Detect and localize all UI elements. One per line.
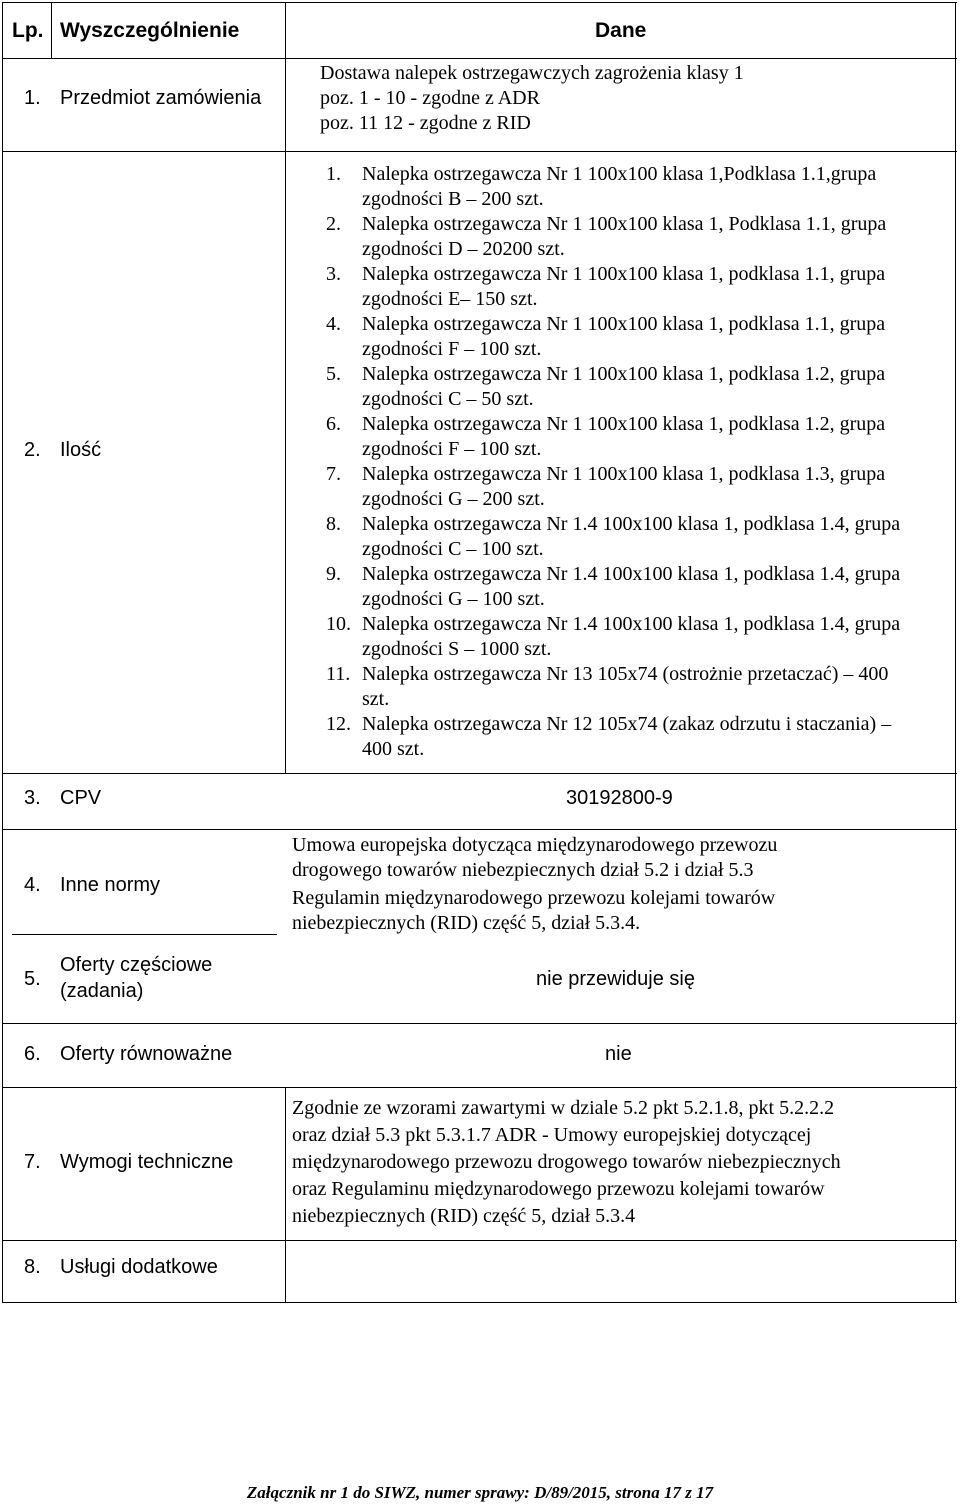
table-rule <box>2 2 3 1302</box>
row7-line: oraz dział 5.3 pkt 5.3.1.7 ADR - Umowy europejskiej dotyczącej <box>292 1124 812 1146</box>
header-lp: Lp. <box>12 19 44 42</box>
row4-line: drogowego towarów niebezpiecznych dział 5.2 i dział 5.3 <box>292 859 754 881</box>
item-line: Nalepka ostrzegawcza Nr 1 100x100 klasa 1,Podklasa 1.1,grupa <box>362 163 877 185</box>
item-line: Nalepka ostrzegawcza Nr 12 105x74 (zakaz odrzutu i staczania) – <box>362 713 892 735</box>
item-line: Nalepka ostrzegawcza Nr 1 100x100 klasa 1, podklasa 1.2, grupa <box>362 413 886 435</box>
item-number: 1. <box>326 163 341 185</box>
item-line: zgodności C – 100 szt. <box>362 538 544 560</box>
row7-line: Zgodnie ze wzorami zawartymi w dziale 5.2 pkt 5.2.1.8, pkt 5.2.2.2 <box>292 1097 835 1119</box>
table-rule <box>2 773 957 774</box>
item-line: Nalepka ostrzegawcza Nr 13 105x74 (ostrożnie przetaczać) – 400 <box>362 663 889 685</box>
item-line: Nalepka ostrzegawcza Nr 1 100x100 klasa 1, Podklasa 1.1, grupa <box>362 213 887 235</box>
partial-offers-value: nie przewiduje się <box>536 968 695 990</box>
row-number: 2. <box>24 439 41 461</box>
item-line: Nalepka ostrzegawcza Nr 1 100x100 klasa 1, podklasa 1.1, grupa <box>362 313 886 335</box>
item-line: Nalepka ostrzegawcza Nr 1.4 100x100 klasa 1, podklasa 1.4, grupa <box>362 563 901 585</box>
row-number: 3. <box>24 787 41 809</box>
row-number: 7. <box>24 1151 41 1173</box>
item-number: 11. <box>326 663 351 685</box>
equivalent-offers-value: nie <box>605 1043 632 1065</box>
quantity-list <box>326 162 956 767</box>
table-rule <box>2 1240 957 1241</box>
row-label: Oferty równoważne <box>60 1043 233 1065</box>
row-label: CPV <box>60 787 102 809</box>
row1-line: Dostawa nalepek ostrzegawczych zagrożenia klasy 1 <box>320 62 744 84</box>
item-number: 3. <box>326 263 341 285</box>
item-line: Nalepka ostrzegawcza Nr 1 100x100 klasa 1, podklasa 1.2, grupa <box>362 363 886 385</box>
item-number: 2. <box>326 213 341 235</box>
item-number: 12. <box>326 713 351 735</box>
item-line: zgodności F – 100 szt. <box>362 338 542 360</box>
item-number: 7. <box>326 463 341 485</box>
item-line: szt. <box>362 688 390 710</box>
row7-line: niebezpiecznych (RID) część 5, dział 5.3.4 <box>292 1205 636 1227</box>
item-line: zgodności C – 50 szt. <box>362 388 534 410</box>
item-line: zgodności G – 100 szt. <box>362 588 545 610</box>
row-label: Usługi dodatkowe <box>60 1256 218 1278</box>
row-number: 1. <box>24 87 41 109</box>
item-number: 10. <box>326 613 351 635</box>
item-line: zgodności B – 200 szt. <box>362 188 544 210</box>
table-rule <box>2 1302 957 1303</box>
header-dane: Dane <box>595 19 647 42</box>
table-rule <box>12 934 277 935</box>
item-number: 5. <box>326 363 341 385</box>
item-line: zgodności S – 1000 szt. <box>362 638 552 660</box>
row-label: Ilość <box>60 439 102 461</box>
row4-line: Umowa europejska dotycząca międzynarodowego przewozu <box>292 834 778 856</box>
row1-line: poz. 1 - 10 - zgodne z ADR <box>320 87 540 109</box>
item-line: zgodności G – 200 szt. <box>362 488 545 510</box>
table-rule <box>2 58 957 59</box>
page-footer: Załącznik nr 1 do SIWZ, numer sprawy: D/89/2015, strona 17 z 17 <box>246 1483 714 1502</box>
item-line: zgodności E– 150 szt. <box>362 288 538 310</box>
row-label: Wymogi techniczne <box>60 1151 234 1173</box>
table-rule <box>2 2 957 3</box>
table-rule <box>285 1087 286 1302</box>
row4-line: Regulamin międzynarodowego przewozu kolejami towarów <box>292 887 776 909</box>
item-line: zgodności F – 100 szt. <box>362 438 542 460</box>
row1-line: poz. 11 12 - zgodne z RID <box>320 112 531 134</box>
table-rule <box>2 829 957 830</box>
item-number: 4. <box>326 313 341 335</box>
table-rule <box>2 1087 957 1088</box>
item-line: Nalepka ostrzegawcza Nr 1 100x100 klasa 1, podklasa 1.3, grupa <box>362 463 886 485</box>
item-line: zgodności D – 20200 szt. <box>362 238 565 260</box>
row-label: Oferty częściowe <box>60 954 213 976</box>
row7-line: międzynarodowego przewozu drogowego towarów niebezpiecznych <box>292 1151 841 1173</box>
header-wyszczegolnienie: Wyszczególnienie <box>60 19 240 42</box>
table-rule <box>51 2 52 58</box>
row-label: Przedmiot zamówienia <box>60 87 262 109</box>
row-label: Inne normy <box>60 874 161 896</box>
row-label: (zadania) <box>60 980 144 1002</box>
row-number: 4. <box>24 874 41 896</box>
item-line: Nalepka ostrzegawcza Nr 1.4 100x100 klasa 1, podklasa 1.4, grupa <box>362 513 901 535</box>
row4-line: niebezpiecznych (RID) część 5, dział 5.3.4. <box>292 912 641 934</box>
item-number: 9. <box>326 563 341 585</box>
item-number: 6. <box>326 413 341 435</box>
row-number: 5. <box>24 968 41 990</box>
table-rule <box>2 151 957 152</box>
row-number: 6. <box>24 1043 41 1065</box>
item-line: Nalepka ostrzegawcza Nr 1.4 100x100 klasa 1, podklasa 1.4, grupa <box>362 613 901 635</box>
row-number: 8. <box>24 1256 41 1278</box>
table-rule <box>285 2 286 773</box>
item-number: 8. <box>326 513 341 535</box>
item-line: 400 szt. <box>362 738 425 760</box>
row7-line: oraz Regulaminu międzynarodowego przewozu kolejami towarów <box>292 1178 825 1200</box>
item-line: Nalepka ostrzegawcza Nr 1 100x100 klasa 1, podklasa 1.1, grupa <box>362 263 886 285</box>
cpv-code: 30192800-9 <box>566 787 673 809</box>
table-rule <box>2 1023 957 1024</box>
